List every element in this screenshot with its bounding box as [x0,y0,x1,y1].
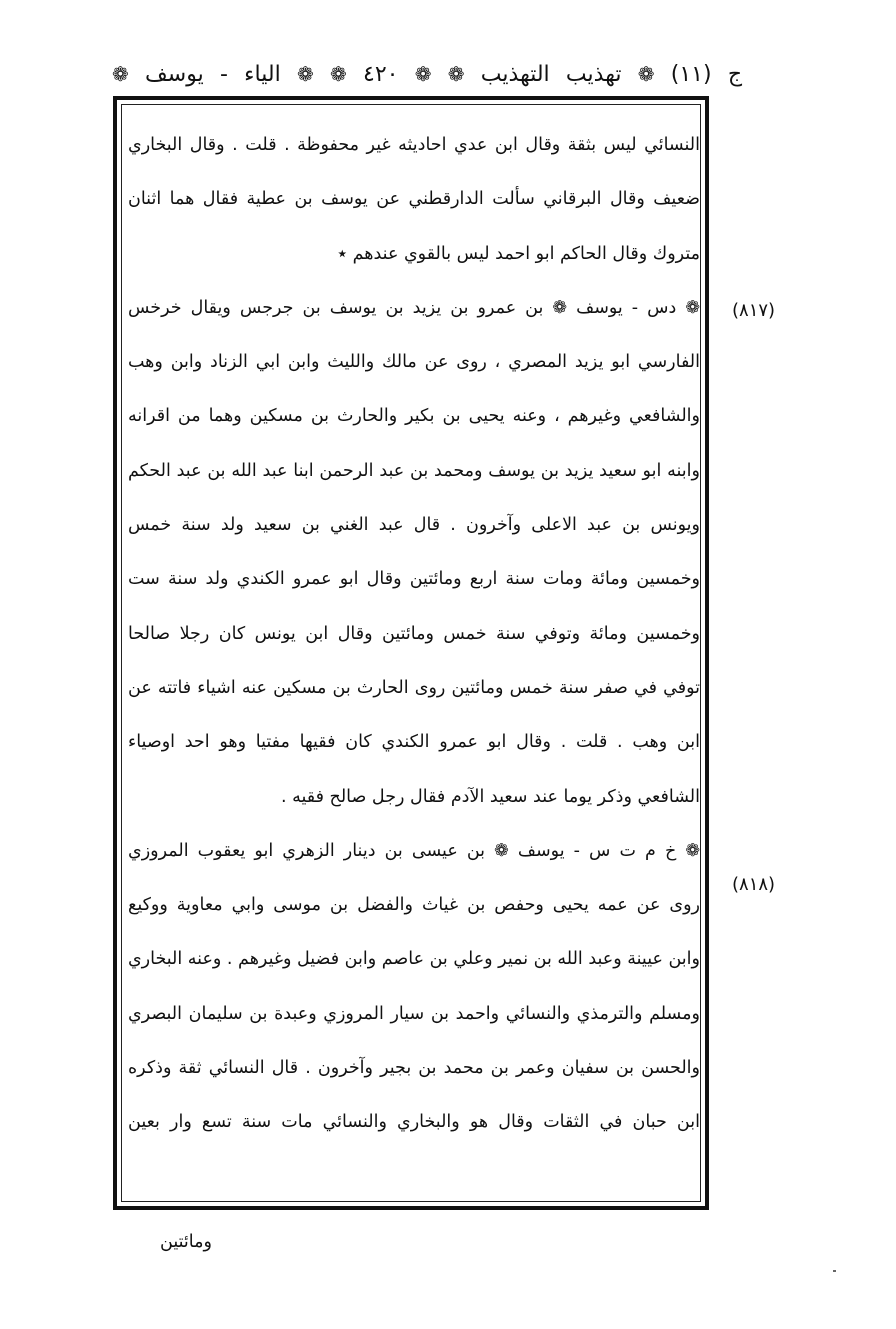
text-line: ومسلم والترمذي والنسائي واحمد بن سيار المروزي وعبدة بن سليمان البصري [128,1003,700,1024]
entry-heading-line: ❁ خ م ت س - يوسف ❁ بن عيسى بن دينار الزهري ابو يعقوب المروزي [128,840,700,861]
text-line: الشافعي وذكر يوما عند سعيد الآدم فقال رجل صالح فقيه . [280,786,700,807]
ornament-icon: ❁ [447,62,465,86]
ornament-icon: ❁ [296,62,314,86]
volume-page-label: ج (١١) [670,62,743,87]
entry-number-818: (٨١٨) [732,874,776,895]
text-line: ضعيف وقال البرقاني سألت الدارقطني عن يوسف بن عطية فقال هما اثنان [128,189,700,210]
text-line: ابن وهب . قلت . وقال ابو عمرو الكندي كان فقيها مفتيا وهو احد اوصياء [128,732,700,753]
text-line: النسائي ليس بثقة وقال ابن عدي احاديثه غير محفوظة . قلت . وقال البخاري [128,135,700,155]
text-line: وابن عيينة وعبد الله بن نمير وعلي بن عاصم وابن فضيل وغيرهم . وعنه البخاري [128,949,700,970]
text-line: روى عن عمه يحيى وحفص بن غياث والفضل بن موسى وابي معاوية ووكيع [128,895,700,916]
page-number: ٤٢٠ [363,62,399,87]
main-text-block [128,118,700,1150]
entry-number-817: (٨١٧) [732,300,776,321]
entry-heading-line: ❁ دس - يوسف ❁ بن عمرو بن يزيد بن يوسف بن جرجس ويقال خرخس [128,297,700,318]
text-line: وخمسين ومائة ومات سنة اربع ومائتين وقال ابو عمرو الكندي ولد سنة ست [128,569,700,590]
text-line: ابن حبان في الثقات وقال هو والبخاري والنسائي مات سنة تسع وار بعين [128,1112,700,1133]
ornament-icon: ❁ [329,62,347,86]
text-line: ويونس بن عبد الاعلى وآخرون . قال عبد الغني بن سعيد ولد سنة خمس [128,515,700,536]
ornament-icon: ❁ [414,62,432,86]
ornament-icon: ❁ [112,62,129,86]
text-line: والحسن بن سفيان وعمر بن محمد بن بجير وآخرون . قال النسائي ثقة وذكره [128,1058,700,1079]
running-header [112,52,742,96]
text-line: وخمسين ومائة وتوفي سنة خمس ومائتين وقال ابن يونس كان رجلا صالحا [128,623,700,644]
text-line: الفارسي ابو يزيد المصري ، روى عن مالك والليث وابن ابي الزناد وابن وهب [128,352,700,373]
text-line: والشافعي وغيرهم ، وعنه يحيى بن بكير والحارث بن مسكين وهما من اقرانه [128,406,700,427]
book-title: تهذيب التهذيب [480,62,622,87]
text-line: متروك وقال الحاكم ابو احمد ليس بالقوي عندهم ٭ [337,243,700,264]
catchword: ومائتين [160,1232,212,1252]
text-line: توفي في صفر سنة خمس ومائتين روى الحارث بن مسكين عنه اشياء فاتته عن [128,677,700,698]
paper-speck [833,1270,836,1272]
text-line: وابنه ابو سعيد يزيد بن يوسف ومحمد بن عبد الرحمن ابنا عبد الله بن عبد الحكم [128,460,700,481]
chapter-title: الياء - يوسف [145,62,281,87]
ornament-icon: ❁ [637,62,655,86]
